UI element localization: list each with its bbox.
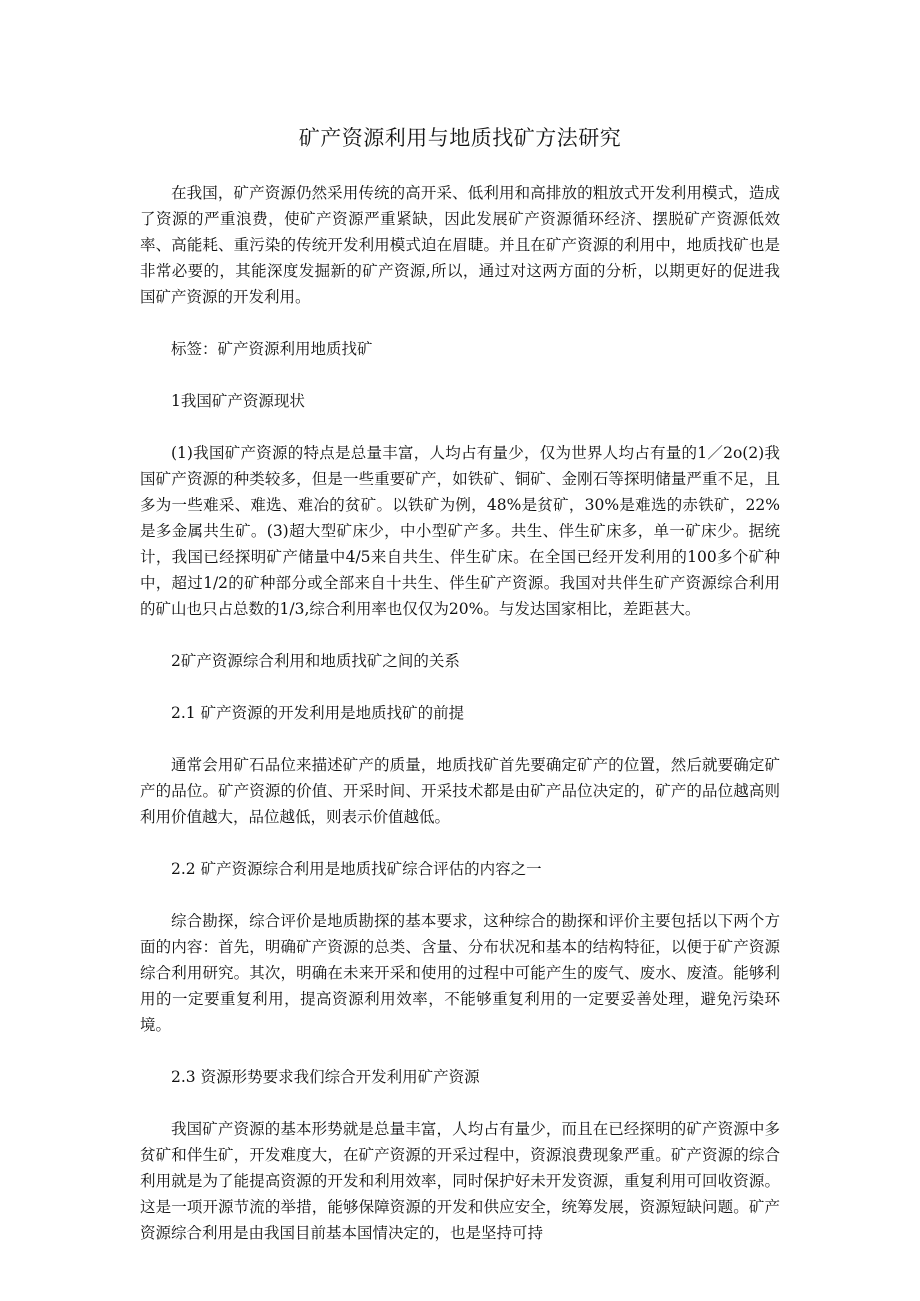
section-1-body: (1)我国矿产资源的特点是总量丰富，人均占有量少，仅为世界人均占有量的1／2o(2)我国矿产资源的种类较多，但是一些重要矿产，如铁矿、铜矿、金刚石等探明储量严重不足，且多为一些难采、难选、难冶的贫矿。以铁矿为例，48%是贫矿，30%是难选的赤铁矿，22%是多金属共生矿。(3)超大型矿床少，中小型矿产多。共生、伴生矿床多，单一矿床少。据统计，我国已经探明矿产储量中4/5来自共生、伴生矿床。在全国已经开发利用的100多个矿种中，超过1/2的矿种部分或全部来自十共生、伴生矿产资源。我国对共伴生矿产资源综合利用的矿山也只占总数的1/3,综合利用率也仅仅为20%。与发达国家相比，差距甚大。 xyxy=(140,444,780,618)
document-title: 矿产资源利用与地质找矿方法研究 xyxy=(298,126,622,150)
section-2-2-heading: 2.2 矿产资源综合利用是地质找矿综合评估的内容之一 xyxy=(171,860,542,878)
abstract-paragraph: 在我国，矿产资源仍然采用传统的高开采、低利用和高排放的粗放式开发利用模式，造成了资源的严重浪费，使矿产资源严重紧缺，因此发展矿产资源循环经济、摆脱矿产资源低效率、高能耗、重污染的传统开发利用模式迫在眉睫。并且在矿产资源的利用中，地质找矿也是非常必要的，其能深度发掘新的矿产资源,所以，通过对这两方面的分析，以期更好的促进我国矿产资源的开发利用。 xyxy=(140,184,780,306)
section-2-3-body: 我国矿产资源的基本形势就是总量丰富，人均占有量少，而且在已经探明的矿产资源中多贫矿和伴生矿，开发难度大，在矿产资源的开采过程中，资源浪费现象严重。矿产资源的综合利用就是为了能提高资源的开发和利用效率，同时保护好未开发资源，重复利用可回收资源。这是一项开源节流的举措，能够保障资源的开发和供应安全，统筹发展，资源短缺问题。矿产资源综合利用是由我国目前基本国情决定的，也是坚持可持 xyxy=(140,1120,780,1242)
section-2-2-body: 综合勘探，综合评价是地质勘探的基本要求，这种综合的勘探和评价主要包括以下两个方面的内容：首先，明确矿产资源的总类、含量、分布状况和基本的结构特征，以便于矿产资源综合利用研究。其次，明确在未来开采和使用的过程中可能产生的废气、废水、废渣。能够利用的一定要重复利用，提高资源利用效率，不能够重复利用的一定要妥善处理，避免污染环境。 xyxy=(140,912,780,1034)
section-1-heading: 1我国矿产资源现状 xyxy=(171,392,305,410)
section-2-1-body: 通常会用矿石品位来描述矿产的质量，地质找矿首先要确定矿产的位置，然后就要确定矿产的品位。矿产资源的价值、开采时间、开采技术都是由矿产品位决定的，矿产的品位越高则利用价值越大，品位越低，则表示价值越低。 xyxy=(140,756,780,826)
section-2-heading: 2矿产资源综合利用和地质找矿之间的关系 xyxy=(171,652,460,670)
document-body xyxy=(140,180,780,1246)
section-2-3-heading: 2.3 资源形势要求我们综合开发利用矿产资源 xyxy=(171,1068,480,1086)
section-2-1-heading: 2.1 矿产资源的开发利用是地质找矿的前提 xyxy=(171,704,465,722)
keywords-line: 标签：矿产资源利用地质找矿 xyxy=(171,340,373,358)
